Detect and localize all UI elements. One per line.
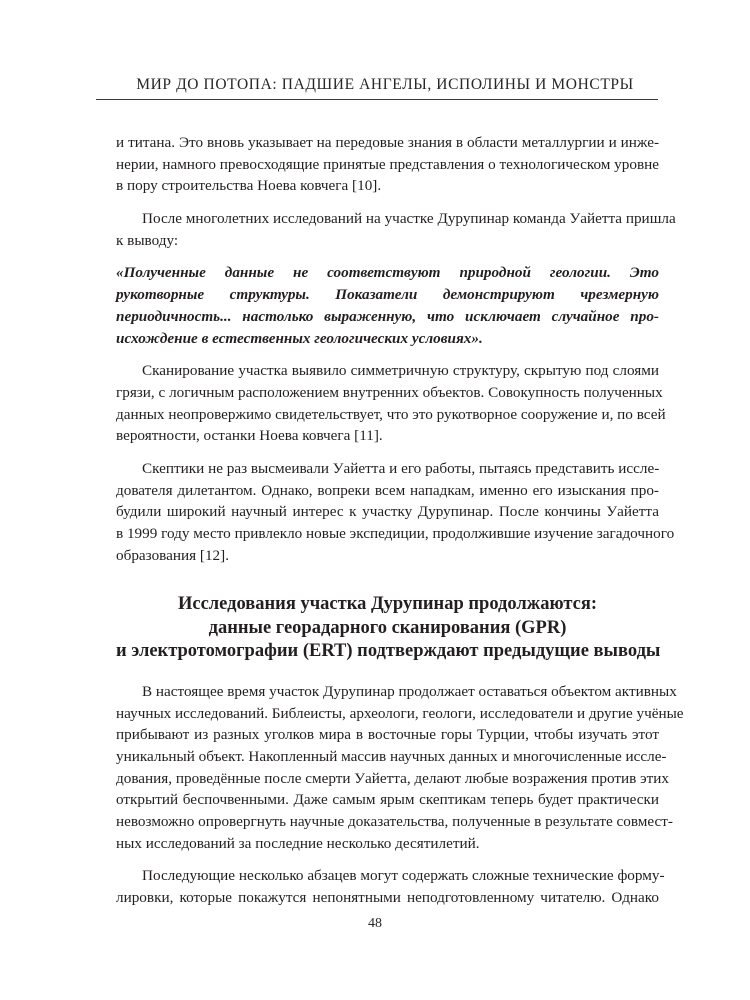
heading-line: данные георадарного сканирования (GPR) (208, 617, 567, 638)
text-line: грязи, с логичным расположением внутренних объектов. Совокупность полученных (116, 383, 663, 401)
text-line: будили широкий научный интерес к участку Дурупинар. После кончины Уайетта (116, 503, 659, 521)
text-line: прибывают из разных уголков мира в восточные горы Турции, чтобы изучать этот (116, 726, 659, 744)
paragraph (116, 681, 684, 855)
text-line: научных исследований. Библеисты, археологи, геологи, исследователи и другие учёные (116, 704, 684, 722)
text-line: открытий беспочвенными. Даже самым ярым скептикам теперь будет практически (116, 791, 659, 809)
quote-line: «Полученные данные не соответствуют природной геологии. Это (116, 264, 659, 282)
block-quote (116, 262, 659, 349)
text-line: к выводу: (116, 231, 179, 249)
text-line: нерии, намного превосходящие принятые представления о технологическом уровне (116, 155, 659, 173)
quote-line: исхождение в естественных геологических условиях». (116, 329, 483, 347)
text-line: Скептики не раз высмеивали Уайетта и его работы, пытаясь представить иссле- (142, 459, 660, 477)
text-line: вероятности, останки Ноева ковчега [11]. (116, 427, 383, 445)
text-line: После многолетних исследований на участке Дурупинар команда Уайетта пришла (142, 210, 676, 228)
text-line: Сканирование участка выявило симметричную структуру, скрытую под слоями (142, 362, 659, 380)
page-body (116, 132, 684, 909)
text-line: образования [12]. (116, 546, 230, 564)
text-line: Последующие несколько абзацев могут содержать сложные технические форму- (142, 867, 665, 885)
text-line: и титана. Это вновь указывает на передовые знания в области металлургии и инже- (116, 134, 659, 151)
text-line: уникальный объект. Накопленный массив научных данных и многочисленные иссле- (116, 747, 667, 765)
heading-line: Исследования участка Дурупинар продолжаются: (177, 594, 598, 615)
paragraph (116, 132, 659, 197)
quote-line: рукотворные структуры. Показатели демонстрируют чрезмерную (116, 286, 659, 304)
header-rule (96, 99, 658, 100)
text-line: дования, проведённые после смерти Уайетта, делают любые возражения против этих (116, 769, 669, 787)
text-line: данных неопровержимо свидетельствует, что это рукотворное сооружение и, по всей (116, 405, 666, 423)
text-line: невозможно опровергнуть научные доказательства, полученные в результате совмест- (116, 813, 673, 830)
paragraph (116, 865, 665, 908)
text-line: В настоящее время участок Дурупинар продолжает оставаться объектом активных (142, 682, 677, 700)
text-line: ных исследований за последние несколько десятилетий. (116, 834, 480, 852)
running-header: МИР ДО ПОТОПА: ПАДШИЕ АНГЕЛЫ, ИСПОЛИНЫ И МОНСТРЫ (136, 76, 634, 93)
quote-line: периодичность... настолько выраженную, что исключает случайное про- (116, 307, 659, 325)
paragraph (116, 360, 666, 447)
text-line: в 1999 году место привлекло новые экспедиции, продолжившие изучение загадочного (116, 525, 675, 542)
heading-line: и электротомографии (ERT) подтверждают предыдущие выводы (116, 641, 661, 662)
text-line: лировки, которые покажутся непонятными неподготовленному читателю. Однако (116, 889, 659, 907)
text-line: в пору строительства Ноева ковчега [10]. (116, 177, 382, 195)
paragraph (116, 208, 676, 251)
page-number: 48 (368, 916, 382, 931)
paragraph (116, 458, 675, 566)
text-line: дователя дилетантом. Однако, вопреки всем нападкам, именно его изыскания про- (116, 481, 659, 499)
section-heading (116, 593, 659, 664)
